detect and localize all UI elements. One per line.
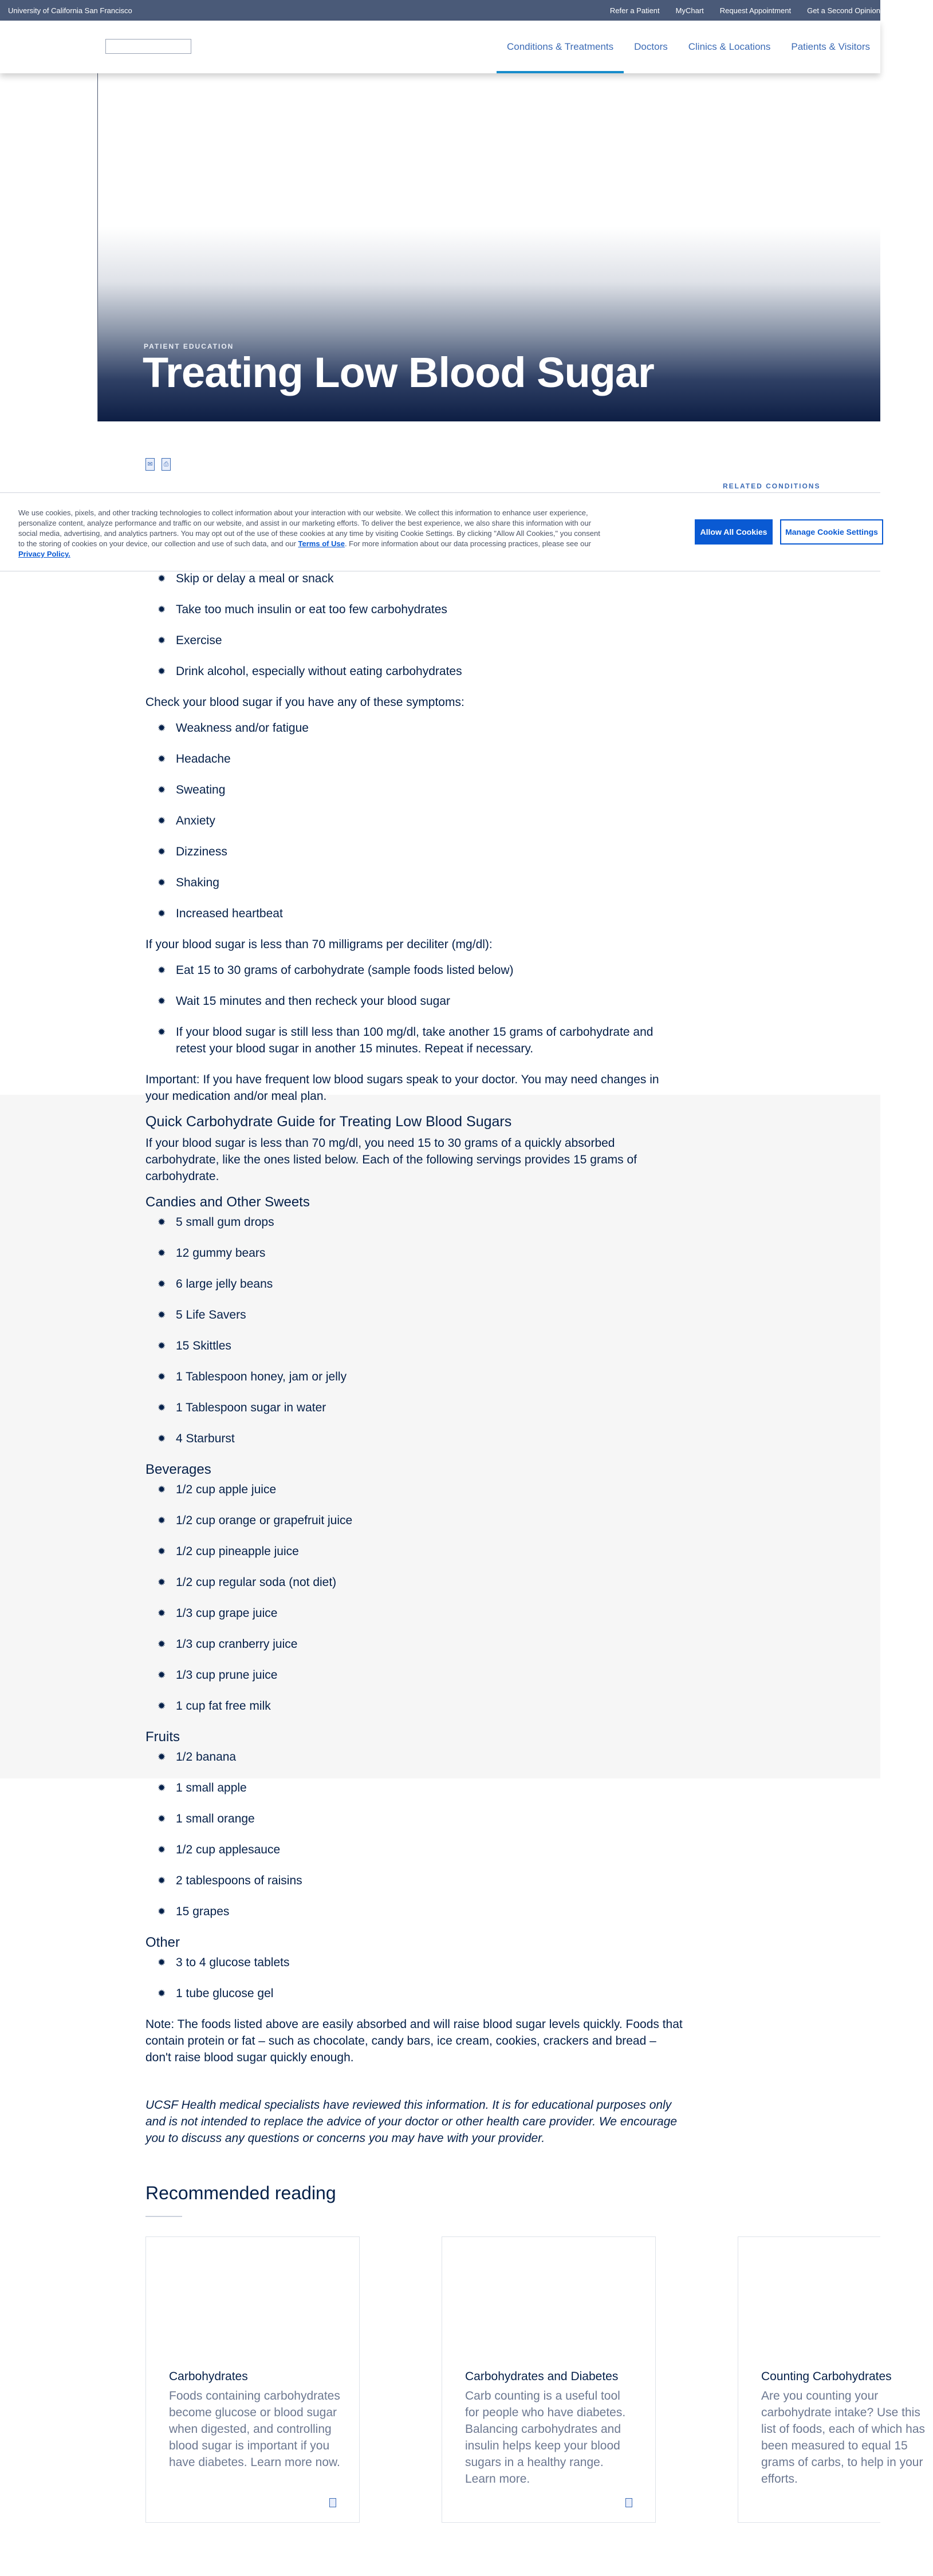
nav-clinics-locations[interactable]: Clinics & Locations	[688, 41, 771, 52]
mychart-link[interactable]: MyChart	[675, 6, 704, 15]
medical-disclaimer: UCSF Health medical specialists have reviewed this information. It is for educational purposes only and is not intended to replace the advice of your doctor or other health care provider. We encourage you to discuss any questions or concerns you may have with your provider.	[145, 2098, 678, 2145]
recommended-card-carbohydrates[interactable]	[145, 2236, 360, 2523]
manage-cookie-settings-button[interactable]: Manage Cookie Settings	[780, 519, 883, 545]
recommended-card-counting-carbohydrates[interactable]	[738, 2236, 925, 2523]
list-item: ✹ Dizziness	[145, 843, 684, 860]
list-item: ✹ 1 Tablespoon sugar in water	[145, 1399, 684, 1416]
card-title: Carbohydrates	[169, 2370, 248, 2383]
hero-banner	[97, 73, 880, 421]
second-opinion-link[interactable]: Get a Second Opinion	[807, 6, 880, 15]
utility-links	[610, 6, 880, 15]
list-item: ✹ Drink alcohol, especially without eating carbohydrates	[145, 663, 684, 680]
list-item: ✹ Take too much insulin or eat too few carbohydrates	[145, 601, 684, 618]
list-item: ✹ 2 tablespoons of raisins	[145, 1872, 684, 1889]
list-item: ✹ Increased heartbeat	[145, 905, 684, 922]
list-item: ✹ 1/2 cup applesauce	[145, 1841, 684, 1858]
list-item: ✹ Anxiety	[145, 812, 684, 829]
list-item: ✹ 1/2 banana	[145, 1749, 684, 1765]
list-item: ✹ 15 Skittles	[145, 1338, 684, 1354]
list-item: ✹ Sweating	[145, 782, 684, 798]
list-item: ✹ 1/3 cup prune juice	[145, 1667, 684, 1683]
important-note: Important: If you have frequent low blood sugars speak to your doctor. You may need changes in your medication and/or meal plan.	[145, 1073, 659, 1103]
hero-eyebrow: PATIENT EDUCATION	[144, 342, 234, 350]
nav-conditions-treatments[interactable]: Conditions & Treatments	[497, 21, 624, 73]
symptoms-list	[145, 720, 684, 922]
recommended-reading-heading: Recommended reading	[145, 2183, 336, 2203]
arrow-icon	[329, 2498, 336, 2507]
card-description: Carb counting is a useful tool for people who have diabetes. Balancing carbohydrates and insulin helps keep your blood sugars in a healthy range. Learn more.	[465, 2389, 626, 2486]
terms-of-use-link[interactable]: Terms of Use	[298, 539, 345, 548]
list-item: ✹ Headache	[145, 751, 684, 767]
list-item: ✹ 5 Life Savers	[145, 1307, 684, 1323]
list-item: ✹ 1/3 cup cranberry juice	[145, 1636, 684, 1652]
card-title: Carbohydrates and Diabetes	[465, 2370, 619, 2383]
beverages-heading: Beverages	[145, 1462, 211, 1477]
list-item: ✹ Weakness and/or fatigue	[145, 720, 684, 736]
other-list	[145, 1954, 684, 2002]
privacy-policy-link[interactable]: Privacy Policy.	[18, 550, 70, 558]
list-item: ✹ 1/2 cup apple juice	[145, 1481, 684, 1498]
list-item: ✹ 1/2 cup orange or grapefruit juice	[145, 1512, 684, 1529]
nav-patients-visitors[interactable]: Patients & Visitors	[791, 41, 870, 52]
print-icon[interactable]: ⎙	[162, 458, 171, 471]
list-item: ✹ 1 small orange	[145, 1810, 684, 1827]
list-item: ✹ 15 grapes	[145, 1903, 684, 1920]
arrow-icon	[625, 2498, 632, 2507]
cookie-banner	[0, 492, 880, 571]
card-description: Are you counting your carbohydrate intake? Use this list of foods, each of which has been measured to equal 15 grams of carbs, to help in your efforts.	[761, 2389, 925, 2486]
list-item: ✹ 1/2 cup pineapple juice	[145, 1543, 684, 1560]
list-item: ✹ Skip or delay a meal or snack	[145, 570, 684, 587]
related-conditions-heading: RELATED CONDITIONS	[723, 482, 821, 490]
list-item: ✹ Wait 15 minutes and then recheck your blood sugar	[145, 993, 684, 1009]
request-appointment-link[interactable]: Request Appointment	[719, 6, 792, 15]
page-title: Treating Low Blood Sugar	[143, 349, 654, 396]
university-brand-link[interactable]: University of California San Francisco	[8, 6, 132, 15]
list-item: ✹ If your blood sugar is still less than 100 mg/dl, take another 15 grams of carbohydrate and retest your blood sugar in another 15 minutes. Repeat if necessary.	[145, 1024, 684, 1057]
list-item: ✹ 1/2 cup regular soda (not diet)	[145, 1574, 684, 1591]
allow-all-cookies-button[interactable]: Allow All Cookies	[695, 519, 773, 545]
list-item: ✹ Shaking	[145, 874, 684, 891]
list-item: ✹ 3 to 4 glucose tablets	[145, 1954, 684, 1971]
search-input[interactable]	[105, 39, 191, 54]
heading-divider	[145, 2216, 182, 2217]
list-item: ✹ 1 Tablespoon honey, jam or jelly	[145, 1368, 684, 1385]
other-heading: Other	[145, 1935, 180, 1950]
foods-note: Note: The foods listed above are easily absorbed and will raise blood sugar levels quickly. Foods that contain protein or fat – such as chocolate, candy bars, ice cream, cookies, crackers and bread – don't raise blood sugar quickly enough.	[145, 2018, 683, 2064]
symptoms-intro: Check your blood sugar if you have any of these symptoms:	[145, 696, 464, 709]
list-item: ✹ 12 gummy bears	[145, 1245, 684, 1261]
list-item: ✹ 1 small apple	[145, 1780, 684, 1796]
beverages-list	[145, 1481, 684, 1714]
refer-patient-link[interactable]: Refer a Patient	[609, 6, 660, 15]
site-header	[0, 21, 880, 73]
steps-list	[145, 962, 684, 1057]
candies-heading: Candies and Other Sweets	[145, 1194, 310, 1210]
nav-doctors[interactable]: Doctors	[634, 41, 668, 52]
candies-list	[145, 1214, 684, 1447]
list-item: ✹ 4 Starburst	[145, 1430, 684, 1447]
causes-list	[145, 570, 684, 680]
list-item: ✹ 6 large jelly beans	[145, 1276, 684, 1292]
fruits-heading: Fruits	[145, 1729, 180, 1745]
share-icon[interactable]: ✉	[145, 458, 155, 471]
list-item: ✹ Eat 15 to 30 grams of carbohydrate (sample foods listed below)	[145, 962, 684, 979]
cookie-text: We use cookies, pixels, and other tracking technologies to collect information about your interaction with our website. We collect this information to enhance user experience, personalize content, analyze performance and traffic on our website, and assist in our marketing efforts. To deliver the best experience, we also share this information with our social media, advertising, and analytics partners. You may opt out of the use of these cookies at any time by visiting Cookie Settings. By clicking "Allow All Cookies," you consent to the storing of cookies on your device, our collection and use of such data, and our Terms of Use. For more information about our data processing practices, please see our Privacy Policy.	[18, 508, 600, 558]
list-item: ✹ 1/3 cup grape juice	[145, 1605, 684, 1622]
list-item: ✹ 1 cup fat free milk	[145, 1698, 684, 1714]
list-item: ✹ 5 small gum drops	[145, 1214, 684, 1230]
list-item: ✹ 1 tube glucose gel	[145, 1985, 684, 2002]
article-body	[145, 570, 684, 2156]
utility-bar	[0, 0, 880, 21]
steps-intro: If your blood sugar is less than 70 milligrams per deciliter (mg/dl):	[145, 938, 493, 951]
recommended-card-carbohydrates-diabetes[interactable]	[442, 2236, 656, 2523]
card-title: Counting Carbohydrates	[761, 2370, 892, 2383]
guide-intro: If your blood sugar is less than 70 mg/dl, you need 15 to 30 grams of a quickly absorbed carbohydrate, like the ones listed below. Each of the following servings provides 15 grams of carbohydrate.	[145, 1137, 637, 1183]
main-nav	[497, 21, 880, 73]
card-description: Foods containing carbohydrates become glucose or blood sugar when digested, and controlling blood sugar is important if you have diabetes. Learn more now.	[169, 2389, 340, 2469]
list-item: ✹ Exercise	[145, 632, 684, 649]
fruits-list	[145, 1749, 684, 1920]
guide-heading: Quick Carbohydrate Guide for Treating Low Blood Sugars	[145, 1114, 512, 1130]
